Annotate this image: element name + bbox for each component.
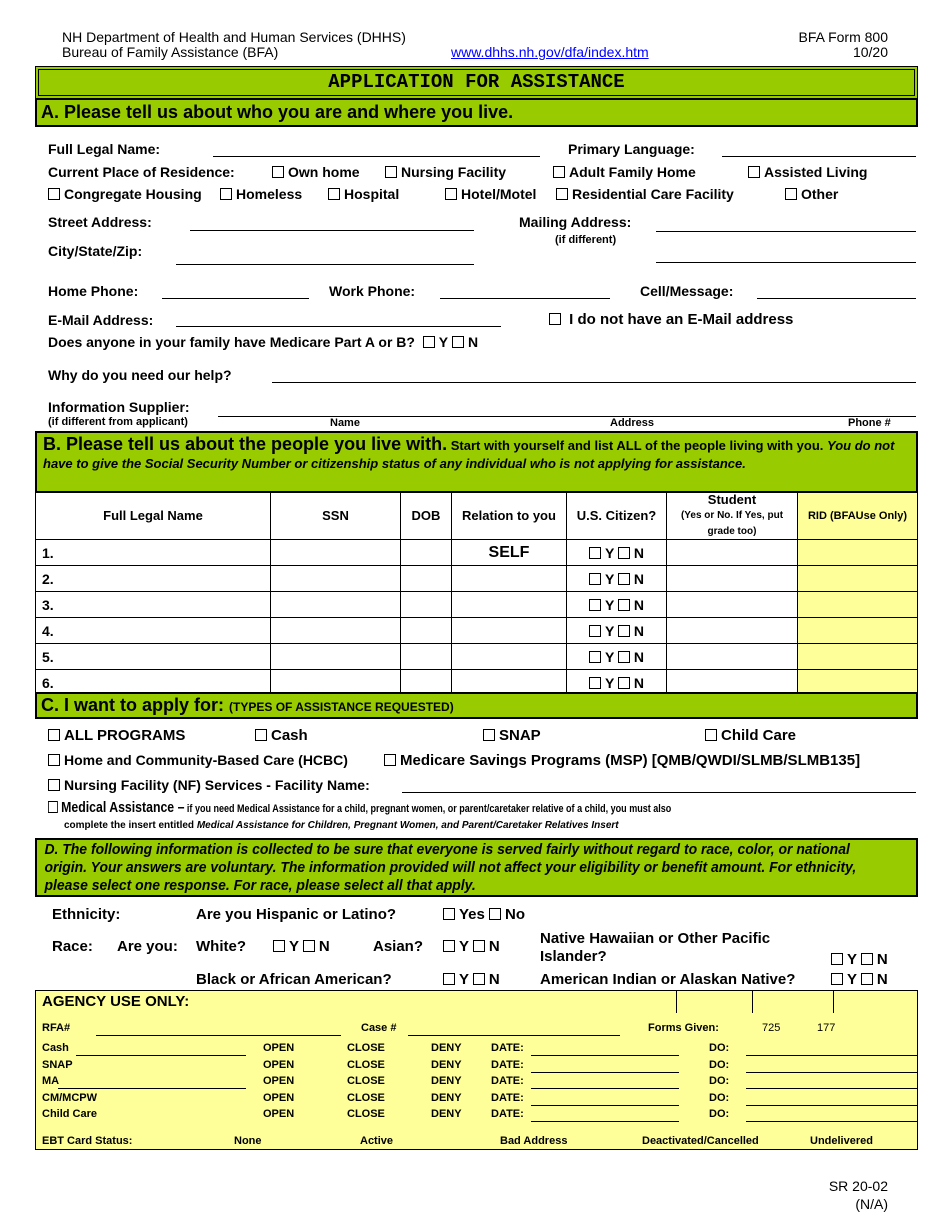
no-label: N: [318, 938, 330, 955]
no-label: N: [467, 334, 479, 350]
option-label: Home and Community-Based Care (HCBC): [64, 752, 348, 768]
residence-assisted-living[interactable]: [748, 164, 867, 180]
program-label: MA: [42, 1075, 60, 1087]
ssn-cell[interactable]: [271, 618, 401, 644]
ebt-undelivered[interactable]: Undelivered: [810, 1135, 873, 1147]
student-title: Student: [707, 492, 757, 507]
section-d-box: [35, 838, 918, 897]
deny-option[interactable]: DENY: [431, 1091, 462, 1104]
yes-label: Y: [604, 622, 615, 639]
checkbox-no[interactable]: [473, 973, 485, 985]
option-label: Cash: [271, 727, 308, 744]
yes-label: Y: [604, 596, 615, 613]
option-label: Hotel/Motel: [461, 186, 537, 202]
yes-label: Y: [438, 334, 449, 350]
ma-note-2: [64, 819, 619, 832]
residence-hotel[interactable]: [445, 186, 536, 202]
close-option[interactable]: CLOSE: [347, 1058, 385, 1071]
citizen-cell: [567, 644, 667, 670]
citizen-cell: [567, 540, 667, 566]
name-cell[interactable]: 6.: [36, 670, 271, 696]
checkbox[interactable]: [553, 166, 565, 178]
open-option[interactable]: OPEN: [263, 1058, 295, 1071]
option-label: Homeless: [236, 186, 303, 202]
close-option[interactable]: CLOSE: [347, 1075, 385, 1087]
student-cell[interactable]: [667, 566, 798, 592]
ethnicity-label: Ethnicity:: [52, 906, 121, 923]
cell-label: Cell/Message:: [640, 283, 734, 299]
col-student: [667, 493, 798, 540]
name-cell[interactable]: 1.: [36, 540, 271, 566]
ebt-label: EBT Card Status:: [42, 1135, 133, 1147]
dob-cell[interactable]: [401, 566, 452, 592]
table-row: [36, 592, 918, 618]
hispanic-question: Are you Hispanic or Latino?: [196, 906, 397, 923]
checkbox[interactable]: [748, 166, 760, 178]
supplier-note: (if different from applicant): [48, 416, 188, 428]
residence-rcf[interactable]: [556, 186, 734, 202]
home-phone-field[interactable]: [162, 298, 309, 299]
rid-cell: [798, 644, 918, 670]
checkbox[interactable]: [328, 188, 340, 200]
program-label: SNAP: [42, 1058, 73, 1071]
checkbox-yes[interactable]: [589, 625, 601, 637]
option-nf[interactable]: [48, 777, 370, 793]
option-label: Nursing Facility: [401, 164, 507, 180]
checkbox-no[interactable]: [861, 953, 873, 965]
dob-cell[interactable]: [401, 644, 452, 670]
yes-label: Y: [847, 971, 857, 988]
checkbox-no[interactable]: [452, 336, 464, 348]
checkbox[interactable]: [705, 729, 717, 741]
do-field[interactable]: [746, 1121, 918, 1122]
date-label: DATE:: [491, 1042, 524, 1054]
checkbox[interactable]: [483, 729, 495, 741]
residence-other[interactable]: [785, 186, 838, 202]
work-phone-field[interactable]: [440, 298, 610, 299]
primary-language-field[interactable]: [722, 156, 916, 157]
hawaiian-question: Native Hawaiian or Other Pacific: [540, 930, 771, 947]
rfa-label: RFA#: [42, 1022, 71, 1034]
checkbox[interactable]: [549, 313, 561, 325]
full-name-label: Full Legal Name:: [48, 141, 161, 157]
forms-given-725: 725: [762, 1022, 781, 1034]
hispanic-answer: [443, 906, 525, 923]
date-field[interactable]: [531, 1088, 679, 1089]
checkbox-yes[interactable]: [831, 973, 843, 985]
mailing-city-field[interactable]: [656, 262, 916, 263]
open-option[interactable]: OPEN: [263, 1108, 295, 1120]
residence-congregate[interactable]: [48, 186, 202, 202]
full-name-field[interactable]: [213, 156, 540, 157]
rfa-field[interactable]: [96, 1035, 341, 1036]
col-ssn: SSN: [271, 493, 401, 540]
name-cell[interactable]: 3.: [36, 592, 271, 618]
table-row: [36, 566, 918, 592]
option-all-programs[interactable]: [48, 727, 185, 744]
residence-own-home[interactable]: [272, 164, 360, 180]
dob-cell[interactable]: [401, 592, 452, 618]
no-email-option[interactable]: [549, 311, 793, 328]
checkbox-no[interactable]: [618, 599, 630, 611]
facility-name-field[interactable]: [402, 792, 916, 793]
checkbox[interactable]: [556, 188, 568, 200]
name-cell[interactable]: 4.: [36, 618, 271, 644]
do-field[interactable]: [746, 1088, 918, 1089]
checkbox-no[interactable]: [489, 908, 501, 920]
checkbox-no[interactable]: [618, 677, 630, 689]
ma-insert-name: Medical Assistance for Children, Pregnant Women, and Parent/Caretaker Relatives Insert: [196, 820, 619, 831]
do-field[interactable]: [746, 1072, 918, 1073]
primary-language-label: Primary Language:: [568, 141, 695, 157]
student-cell[interactable]: [667, 540, 798, 566]
do-label: DO:: [709, 1042, 730, 1054]
date-field[interactable]: [531, 1121, 679, 1122]
divider: [833, 991, 834, 1013]
close-option[interactable]: CLOSE: [347, 1091, 385, 1104]
deny-option[interactable]: DENY: [431, 1075, 462, 1087]
mailing-label: Mailing Address:: [519, 214, 632, 230]
option-label: Medical Assistance –: [61, 799, 185, 816]
black-question: Black or African American?: [196, 971, 392, 988]
option-child-care[interactable]: [705, 727, 796, 744]
website-link[interactable]: www.dhhs.nh.gov/dfa/index.htm: [451, 44, 649, 60]
option-label: Medicare Savings Programs (MSP) [QMB/QWDI/SLMB/SLMB135]: [400, 752, 861, 769]
citizen-cell: [567, 566, 667, 592]
close-option[interactable]: CLOSE: [347, 1108, 385, 1120]
checkbox-yes[interactable]: [589, 599, 601, 611]
hawaiian-answer: [831, 951, 888, 968]
checkbox-no[interactable]: [618, 625, 630, 637]
program-field[interactable]: [58, 1088, 246, 1089]
option-label: SNAP: [499, 727, 541, 744]
open-option[interactable]: OPEN: [263, 1075, 295, 1087]
footer-na: (N/A): [855, 1196, 888, 1212]
date-label: DATE:: [491, 1108, 524, 1120]
supplier-phone-caption: Phone #: [848, 417, 891, 429]
checkbox-no[interactable]: [618, 547, 630, 559]
no-label: N: [633, 674, 645, 691]
if-different-note: (if different): [555, 234, 617, 246]
no-label: N: [633, 622, 645, 639]
forms-given-label: Forms Given:: [648, 1022, 719, 1034]
medicare-question: [48, 334, 478, 350]
city-field[interactable]: [176, 264, 474, 265]
do-label: DO:: [709, 1058, 730, 1071]
deny-option[interactable]: DENY: [431, 1042, 462, 1054]
race-label: Race:: [52, 938, 93, 955]
divider: [676, 991, 677, 1013]
agency-row: [36, 1042, 917, 1058]
no-label: N: [633, 596, 645, 613]
relation-cell[interactable]: SELF: [452, 540, 567, 566]
checkbox-yes[interactable]: [589, 547, 601, 559]
are-you-label: Are you:: [117, 938, 178, 955]
checkbox[interactable]: [48, 754, 60, 766]
section-b-heading: [35, 431, 918, 493]
home-phone-label: Home Phone:: [48, 283, 139, 299]
form-number: BFA Form 800: [798, 29, 888, 45]
section-c-heading: [35, 692, 918, 719]
relation-cell[interactable]: [452, 566, 567, 592]
residence-label: Current Place of Residence:: [48, 164, 235, 180]
date-field[interactable]: [531, 1072, 679, 1073]
citizen-cell: [567, 592, 667, 618]
program-field[interactable]: [76, 1055, 246, 1056]
checkbox[interactable]: [48, 779, 60, 791]
option-medical-assistance[interactable]: [48, 799, 671, 816]
option-label: Residential Care Facility: [572, 186, 734, 202]
yes-label: Y: [847, 951, 857, 968]
section-d-text: D. The following information is collected to be sure that everyone is served fairly without regard to race, color, or national origin. Your answers are voluntary. The information provided will not affect your eligibility or benefit amount. For ethnicity, please select one response. For race, please select all that apply.: [44, 841, 857, 894]
bureau-name: Bureau of Family Assistance (BFA): [62, 44, 279, 60]
yes-label: Y: [289, 938, 299, 955]
section-c-sub: (TYPES OF ASSISTANCE REQUESTED): [229, 700, 454, 714]
no-label: N: [488, 938, 500, 955]
citizen-cell: [567, 618, 667, 644]
checkbox[interactable]: [385, 166, 397, 178]
do-field[interactable]: [746, 1105, 918, 1106]
open-option[interactable]: OPEN: [263, 1091, 295, 1104]
supplier-name-caption: Name: [330, 417, 360, 429]
ebt-none[interactable]: None: [234, 1135, 262, 1147]
col-rid: RID (BFAUse Only): [798, 493, 918, 540]
ssn-cell[interactable]: [271, 566, 401, 592]
close-option[interactable]: CLOSE: [347, 1042, 385, 1054]
do-label: DO:: [709, 1091, 730, 1104]
checkbox[interactable]: [785, 188, 797, 200]
yes-label: Y: [459, 971, 469, 988]
agency-heading: AGENCY USE ONLY:: [42, 993, 190, 1010]
option-label: Congregate Housing: [64, 186, 202, 202]
dob-cell[interactable]: [401, 618, 452, 644]
ma-note: if you need Medical Assistance for a child, pregnant women, or parent/caretaker relative of a child, you must also: [186, 803, 672, 815]
relation-cell[interactable]: [452, 592, 567, 618]
yes-label: Y: [459, 938, 469, 955]
checkbox-no[interactable]: [618, 573, 630, 585]
no-label: N: [488, 971, 500, 988]
relation-cell[interactable]: [452, 618, 567, 644]
do-label: DO:: [709, 1075, 730, 1087]
rid-cell: [798, 592, 918, 618]
table-row: [36, 618, 918, 644]
option-label: Other: [801, 186, 839, 202]
checkbox-yes[interactable]: [589, 573, 601, 585]
col-relation: Relation to you: [452, 493, 567, 540]
supplier-field[interactable]: [218, 416, 916, 417]
footer-code: SR 20-02: [828, 1178, 888, 1194]
date-field[interactable]: [531, 1105, 679, 1106]
why-field[interactable]: [272, 382, 916, 383]
checkbox[interactable]: [48, 188, 60, 200]
checkbox[interactable]: [272, 166, 284, 178]
dept-name: NH Department of Health and Human Services (DHHS): [62, 29, 406, 45]
case-label: Case #: [361, 1022, 397, 1034]
checkbox-no[interactable]: [618, 651, 630, 663]
col-name: Full Legal Name: [36, 493, 271, 540]
mailing-field[interactable]: [656, 231, 916, 232]
checkbox-yes[interactable]: [443, 973, 455, 985]
checkbox-no[interactable]: [861, 973, 873, 985]
checkbox-yes[interactable]: [831, 953, 843, 965]
yes-label: Yes: [459, 906, 485, 923]
open-option[interactable]: OPEN: [263, 1042, 295, 1054]
name-cell[interactable]: 2.: [36, 566, 271, 592]
date-label: DATE:: [491, 1075, 524, 1087]
residence-adult-family-home[interactable]: [553, 164, 696, 180]
yes-label: Y: [604, 570, 615, 587]
option-snap[interactable]: [483, 727, 541, 744]
white-question: White?: [196, 938, 246, 955]
no-label: N: [633, 544, 645, 561]
agency-row: [36, 1108, 917, 1124]
option-hcbc[interactable]: [48, 752, 348, 768]
question-text: Does anyone in your family have Medicare Part A or B?: [48, 334, 415, 350]
program-label: Cash: [42, 1042, 69, 1054]
option-label: Child Care: [721, 727, 797, 744]
ssn-cell[interactable]: [271, 540, 401, 566]
option-label: ALL PROGRAMS: [64, 727, 186, 744]
checkbox[interactable]: [220, 188, 232, 200]
section-b-sub: Start with yourself and list ALL of the people living with you.: [450, 438, 824, 453]
col-dob: DOB: [401, 493, 452, 540]
agency-row: [36, 1059, 917, 1075]
option-cash[interactable]: [255, 727, 308, 744]
checkbox-yes[interactable]: [423, 336, 435, 348]
checkbox[interactable]: [48, 729, 60, 741]
divider: [752, 991, 753, 1013]
white-answer: [273, 938, 330, 955]
checkbox-yes[interactable]: [443, 908, 455, 920]
rid-cell: [798, 618, 918, 644]
option-label: Adult Family Home: [569, 164, 696, 180]
section-b-title: B. Please tell us about the people you live with.: [43, 434, 448, 454]
residence-homeless[interactable]: [220, 186, 302, 202]
form-title: APPLICATION FOR ASSISTANCE: [35, 66, 918, 99]
rid-cell: [798, 540, 918, 566]
option-label: I do not have an E-Mail address: [569, 311, 794, 328]
relation-cell[interactable]: [452, 644, 567, 670]
ebt-bad-address[interactable]: Bad Address: [500, 1135, 568, 1147]
student-cell[interactable]: [667, 592, 798, 618]
checkbox-yes[interactable]: [589, 651, 601, 663]
agency-row: [36, 1075, 917, 1091]
table-row: [36, 540, 918, 566]
col-citizen: U.S. Citizen?: [567, 493, 667, 540]
date-label: DATE:: [491, 1058, 524, 1071]
section-a-heading: A. Please tell us about who you are and where you live.: [35, 98, 918, 127]
do-label: DO:: [709, 1108, 730, 1120]
indian-question: American Indian or Alaskan Native?: [540, 971, 796, 988]
ebt-deactivated[interactable]: Deactivated/Cancelled: [642, 1135, 759, 1147]
work-phone-label: Work Phone:: [329, 283, 416, 299]
program-label: CM/MCPW: [42, 1091, 97, 1104]
form-date: 10/20: [852, 44, 888, 60]
name-cell[interactable]: 5.: [36, 644, 271, 670]
asian-question: Asian?: [373, 938, 424, 955]
no-label: N: [876, 951, 888, 968]
date-label: DATE:: [491, 1091, 524, 1104]
ebt-active[interactable]: Active: [360, 1135, 394, 1147]
no-label: N: [633, 570, 645, 587]
dob-cell[interactable]: [401, 540, 452, 566]
no-label: N: [633, 648, 645, 665]
email-label: E-Mail Address:: [48, 312, 154, 328]
checkbox-yes[interactable]: [443, 940, 455, 952]
checkbox-no[interactable]: [303, 940, 315, 952]
street-field[interactable]: [190, 230, 474, 231]
ssn-cell[interactable]: [271, 592, 401, 618]
household-table: [35, 492, 918, 696]
student-cell[interactable]: [667, 618, 798, 644]
street-label: Street Address:: [48, 214, 152, 230]
email-field[interactable]: [176, 326, 501, 327]
checkbox[interactable]: [384, 754, 396, 766]
cell-field[interactable]: [757, 298, 916, 299]
option-label: Nursing Facility (NF) Services - Facility Name:: [64, 777, 370, 793]
agency-row: [36, 1092, 917, 1108]
option-label: Assisted Living: [764, 164, 868, 180]
option-label: Own home: [288, 164, 360, 180]
yes-label: Y: [604, 544, 615, 561]
do-field[interactable]: [746, 1055, 918, 1056]
checkbox[interactable]: [255, 729, 267, 741]
checkbox-no[interactable]: [473, 940, 485, 952]
yes-label: Y: [604, 648, 615, 665]
checkbox-yes[interactable]: [589, 677, 601, 689]
ma-note-text: complete the insert entitled: [64, 820, 195, 831]
section-c-title: C. I want to apply for:: [41, 695, 224, 715]
no-label: No: [505, 906, 526, 923]
supplier-address-caption: Address: [610, 417, 655, 429]
residence-nursing-facility[interactable]: [385, 164, 506, 180]
city-label: City/State/Zip:: [48, 243, 143, 259]
why-label: Why do you need our help?: [48, 367, 232, 383]
table-row: [36, 644, 918, 670]
asian-answer: [443, 938, 500, 955]
checkbox[interactable]: [48, 801, 58, 813]
case-field[interactable]: [408, 1035, 620, 1036]
no-label: N: [876, 971, 888, 988]
deny-option[interactable]: DENY: [431, 1108, 462, 1120]
hawaiian-question-2: Islander?: [540, 948, 607, 965]
agency-use-box: [35, 990, 918, 1150]
forms-given-177: 177: [817, 1022, 836, 1034]
indian-answer: [831, 971, 888, 988]
program-label: Child Care: [42, 1108, 98, 1120]
section-b-note: You do not have to give the Social Security Number or citizenship status of any individual who is not applying for assistance.: [43, 438, 895, 471]
deny-option[interactable]: DENY: [431, 1058, 462, 1071]
option-msp[interactable]: [384, 752, 860, 769]
rid-cell: [798, 566, 918, 592]
date-field[interactable]: [531, 1055, 679, 1056]
option-label: Hospital: [344, 186, 400, 202]
checkbox[interactable]: [445, 188, 457, 200]
student-cell[interactable]: [667, 644, 798, 670]
black-answer: [443, 971, 500, 988]
student-note: (Yes or No. If Yes, put grade too): [680, 510, 784, 537]
yes-label: Y: [604, 674, 615, 691]
checkbox-yes[interactable]: [273, 940, 285, 952]
supplier-label: Information Supplier:: [48, 399, 190, 415]
residence-hospital[interactable]: [328, 186, 399, 202]
ssn-cell[interactable]: [271, 644, 401, 670]
